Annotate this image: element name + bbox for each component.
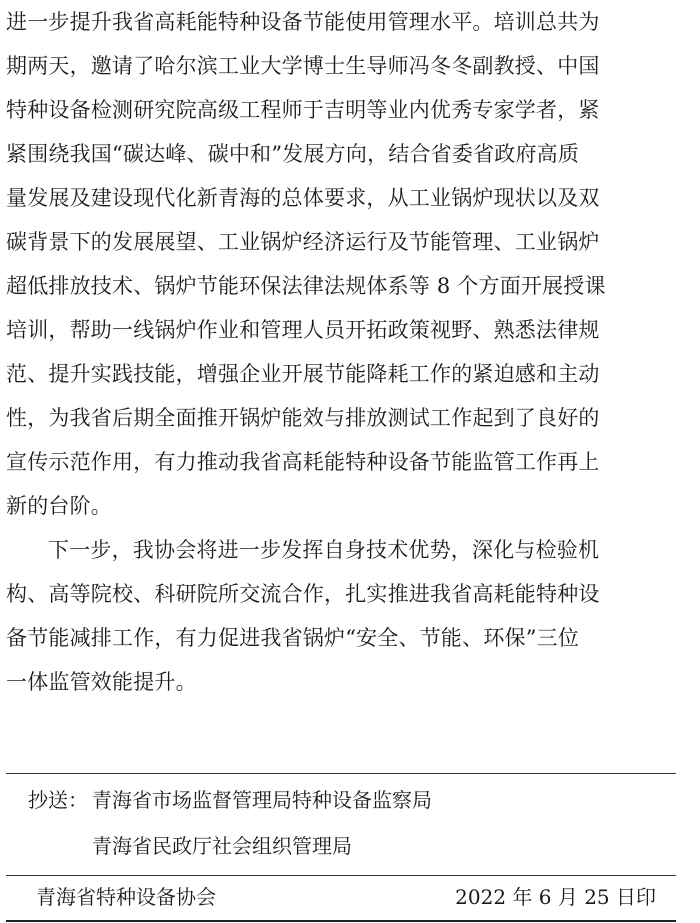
footer-middle-rule xyxy=(6,875,676,876)
paragraph-2-line: 一体监管效能提升。 xyxy=(6,670,197,694)
paragraph-1-line: 范、提升实践技能，增强企业开展节能降耗工作的紧迫感和主动 xyxy=(6,362,600,386)
paragraph-1-line: 新的台阶。 xyxy=(6,494,112,518)
paragraph-2-line: 备节能减排工作，有力促进我省锅炉“安全、节能、环保”三位 xyxy=(6,626,580,650)
paragraph-1-line: 进一步提升我省高耗能特种设备节能使用管理水平。培训总共为 xyxy=(6,10,600,34)
body-text xyxy=(6,0,696,704)
paragraph-1-line: 紧围绕我国“碳达峰、碳中和”发展方向，结合省委省政府高质 xyxy=(6,142,580,166)
paragraph-1-line: 碳背景下的发展展望、工业锅炉经济运行及节能管理、工业锅炉 xyxy=(6,230,600,254)
print-date: 2022 年 6 月 25 日印 xyxy=(455,885,656,909)
paragraph-1-line: 培训，帮助一线锅炉作业和管理人员开拓政策视野、熟悉法律规 xyxy=(6,318,600,342)
cc-recipient: 青海省民政厅社会组织管理局 xyxy=(92,834,352,858)
footer-top-rule xyxy=(6,773,676,774)
paragraph-1-line: 期两天，邀请了哈尔滨工业大学博士生导师冯冬冬副教授、中国 xyxy=(6,54,600,78)
paragraph-1-line: 特种设备检测研究院高级工程师于吉明等业内优秀专家学者，紧 xyxy=(6,98,600,122)
issuer-name: 青海省特种设备协会 xyxy=(36,885,216,909)
cc-recipient: 青海省市场监督管理局特种设备监察局 xyxy=(92,788,432,812)
paragraph-1-line: 量发展及建设现代化新青海的总体要求，从工业锅炉现状以及双 xyxy=(6,186,600,210)
cc-label: 抄送： xyxy=(28,788,88,812)
footer-bottom-rule xyxy=(6,920,676,922)
paragraph-2-line: 构、高等院校、科研院所交流合作，扎实推进我省高耗能特种设 xyxy=(6,582,600,606)
cc-line xyxy=(28,786,432,814)
paragraph-1-line: 宣传示范作用，有力推动我省高耗能特种设备节能监管工作再上 xyxy=(6,450,600,474)
paragraph-1-line: 性，为我省后期全面推开锅炉能效与排放测试工作起到了良好的 xyxy=(6,406,600,430)
paragraph-2-line: 下一步，我协会将进一步发挥自身技术优势，深化与检验机 xyxy=(48,538,600,562)
paragraph-1-line: 超低排放技术、锅炉节能环保法律法规体系等 8 个方面开展授课 xyxy=(6,274,606,298)
